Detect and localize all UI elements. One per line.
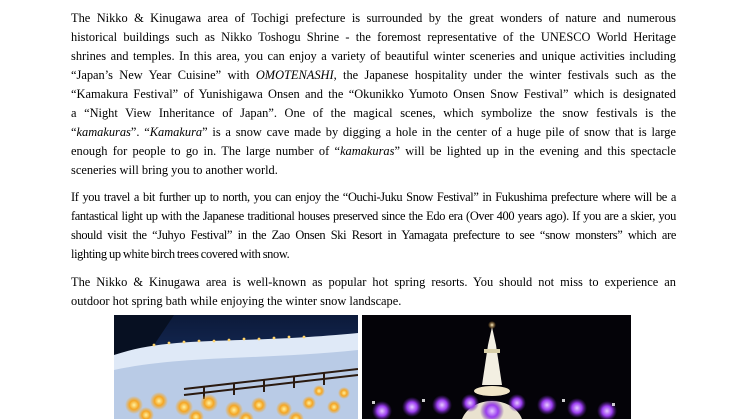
- north-festivals-paragraph: [71, 188, 676, 264]
- text-line: sceneries will bring you to another world.: [71, 163, 278, 177]
- text-line: “kamakuras”. “Kamakura” is a snow cave made by digging a hole in the center of a huge pile of snow that is large: [71, 125, 676, 139]
- text-line: lighting up white birch trees covered with snow.: [71, 247, 290, 261]
- text-line: “Kamakura Festival” of Yunishigawa Onsen and the “Okunikko Yumoto Onsen Snow Festival” which is designated: [71, 87, 676, 101]
- text-line: If you travel a bit further up to north, you can enjoy the “Ouchi-Juku Snow Festival” in Fukushima prefecture where will be a: [71, 190, 676, 204]
- text-line: shrines and temples. In this area, you can enjoy a variety of beautiful winter sceneries and unique activities including: [71, 49, 676, 63]
- text-line: The Nikko & Kinugawa area is well-known as popular hot spring resorts. You should not miss to experience an: [71, 275, 676, 289]
- text-line: fantastical light up with the Japanese traditional houses preserved since the Edo era (Over 400 years ago). If you are a skier, you: [71, 209, 676, 223]
- text-line: should visit the “Juhyo Festival” in the Zao Onsen Ski Resort in Yamagata prefecture to see “snow monsters” which are: [71, 228, 676, 242]
- text-line: historical buildings such as Nikko Toshogu Shrine - the foremost representative of the UNESCO World Heritage: [71, 30, 676, 44]
- hot-spring-paragraph: [71, 273, 676, 311]
- snow-tower-photo: [362, 315, 631, 419]
- text-line: The Nikko & Kinugawa area of Tochigi prefecture is surrounded by the great wonders of nature and numerous: [71, 11, 676, 25]
- text-line: outdoor hot spring bath while enjoying the winter snow landscape.: [71, 294, 402, 308]
- text-line: a “Night View Inheritance of Japan”. One of the magical scenes, which symbolize the snow festivals is the: [71, 106, 676, 120]
- text-line: “Japan’s New Year Cuisine” with OMOTENASHI, the Japanese hospitality under the winter festivals such as the: [71, 68, 676, 82]
- intro-paragraph: [71, 9, 676, 180]
- text-line: enough for people to go in. The large number of “kamakuras” will be lighted up in the evening and this spectacle: [71, 144, 676, 158]
- kamakura-lanterns-photo: [114, 315, 358, 419]
